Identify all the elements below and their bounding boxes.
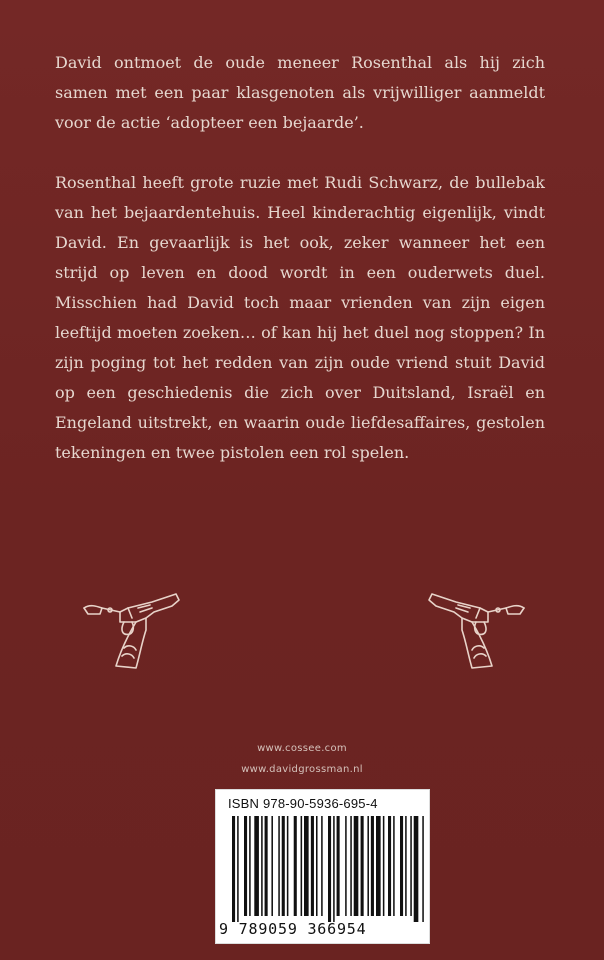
- barcode-bar: [400, 816, 403, 916]
- barcode-bar: [422, 816, 424, 922]
- barcode-bar: [254, 816, 259, 916]
- barcode-bar: [354, 816, 359, 916]
- barcode-bar: [337, 816, 340, 916]
- barcode-bar: [271, 816, 273, 916]
- barcode-bar: [388, 816, 391, 916]
- barcode-bar: [261, 816, 263, 916]
- barcode-bar: [333, 816, 335, 922]
- barcode-bar: [345, 816, 347, 916]
- revolver-icon: [80, 588, 180, 672]
- barcode-bar: [405, 816, 407, 916]
- barcode-bar: [383, 816, 385, 916]
- barcode-bar: [287, 816, 289, 916]
- barcode-bar: [278, 816, 280, 916]
- barcode-bar: [265, 816, 268, 916]
- website-links: [0, 738, 604, 780]
- barcode-bar: [350, 816, 352, 916]
- barcode-bar: [311, 816, 314, 916]
- barcode-bar: [282, 816, 285, 916]
- blurb-paragraph-1: David ontmoet de oude meneer Rosenthal als hij zich samen met een paar klasgenoten als vrijwilliger aanmeldt voor de actie ‘adopteer een bejaarde’.: [55, 53, 545, 132]
- barcode-bar: [237, 816, 239, 922]
- blurb-paragraph-2: Rosenthal heeft grote ruzie met Rudi Schwarz, de bullebak van het bejaardentehuis. Heel kinderachtig eigenlijk, vindt David. En gevaarlijk is het ook, zeker wanneer het een strijd op leven en dood wordt in een ouderwets duel. Misschien had David toch maar vrienden van zijn eigen leeftijd moeten zoeken… of kan hij het duel nog stoppen? In zijn poging tot het redden van zijn oude vriend stuit David op een geschiedenis die zich over Duitsland, Israël en Engeland uitstrekt, en waarin oude liefdesaffaires, gestolen tekeningen en twee pistolen een rol spelen.: [55, 173, 545, 462]
- barcode: [215, 789, 430, 944]
- publisher-url[interactable]: www.cossee.com: [257, 743, 347, 754]
- barcode-bar: [410, 816, 412, 916]
- barcode-digits: 9 789059 366954: [219, 920, 367, 938]
- barcode-bar: [244, 816, 247, 916]
- barcode-bar: [316, 816, 318, 916]
- barcode-bar: [301, 816, 303, 916]
- barcode-bar: [328, 816, 331, 922]
- isbn-label: ISBN 978-90-5936-695-4: [228, 796, 378, 811]
- barcode-bar: [376, 816, 381, 916]
- barcode-bar: [304, 816, 309, 916]
- author-url[interactable]: www.davidgrossman.nl: [241, 764, 363, 775]
- barcode-bar: [249, 816, 251, 916]
- barcode-bar: [294, 816, 297, 916]
- revolver-icon: [428, 588, 528, 672]
- barcode-bar: [393, 816, 395, 916]
- barcode-bar: [414, 816, 419, 922]
- barcode-bar: [367, 816, 369, 916]
- barcode-bars: [232, 816, 424, 922]
- barcode-bar: [361, 816, 364, 916]
- blurb-text: [55, 48, 545, 498]
- barcode-bar: [232, 816, 235, 922]
- barcode-bar: [321, 816, 323, 916]
- barcode-bar: [371, 816, 374, 916]
